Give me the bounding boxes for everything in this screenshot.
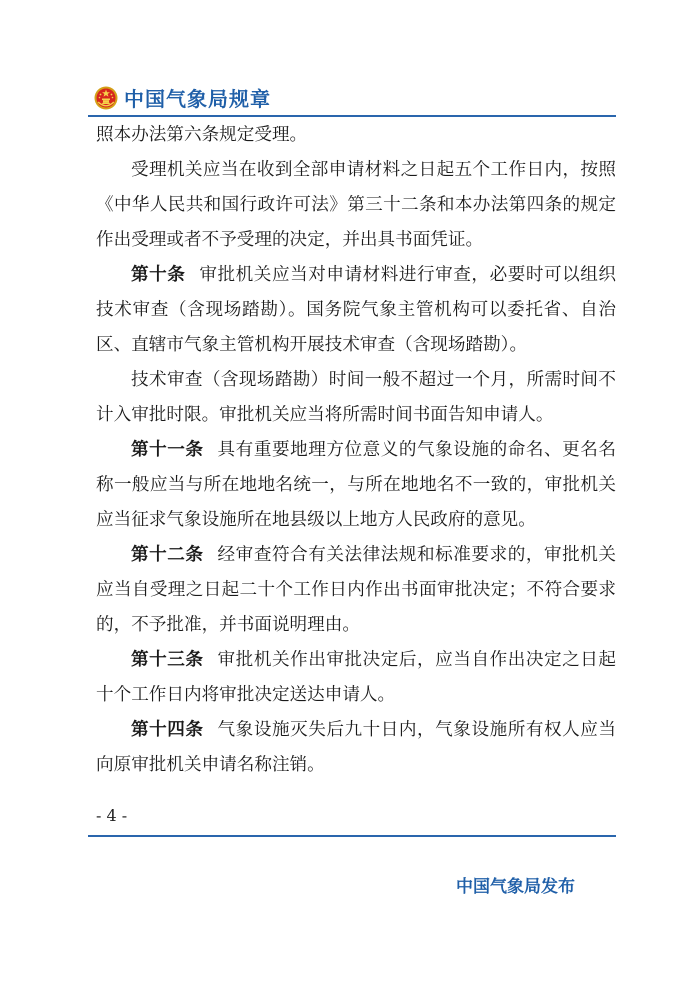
paragraph-text: 受理机关应当在收到全部申请材料之日起五个工作日内，按照《中华人民共和国行政许可法》第三十二条和本办法第四条的规定作出受理或者不予受理的决定，并出具书面凭证。 — [96, 160, 616, 250]
body-paragraph — [96, 363, 616, 433]
paragraph-text: 审批机关作出审批决定后，应当自作出决定之日起十个工作日内将审批决定送达申请人。 — [96, 650, 616, 705]
header-title: 中国气象局规章 — [124, 87, 271, 111]
page-header — [88, 84, 616, 118]
document-body — [96, 118, 616, 783]
article-paragraph — [96, 643, 616, 713]
national-emblem-icon — [94, 86, 118, 110]
footer-divider — [88, 835, 616, 837]
article-paragraph — [96, 538, 616, 643]
article-number: 第十三条 — [131, 650, 204, 670]
body-paragraph — [96, 153, 616, 258]
article-paragraph — [96, 713, 616, 783]
paragraph-text: 气象设施灭失后九十日内，气象设施所有权人应当向原审批机关申请名称注销。 — [96, 720, 616, 775]
article-number: 第十四条 — [131, 720, 204, 740]
paragraph-text: 经审查符合有关法律法规和标准要求的，审批机关应当自受理之日起二十个工作日内作出书面审批决定；不符合要求的，不予批准，并书面说明理由。 — [96, 545, 616, 635]
article-number: 第十条 — [131, 265, 186, 285]
article-paragraph — [96, 258, 616, 363]
article-number: 第十二条 — [131, 545, 204, 565]
paragraph-text: 具有重要地理方位意义的气象设施的命名、更名名称一般应当与所在地地名统一，与所在地地名不一致的，审批机关应当征求气象设施所在地县级以上地方人民政府的意见。 — [96, 440, 616, 530]
page-number: - 4 - — [96, 806, 128, 825]
paragraph-text: 审批机关应当对申请材料进行审查，必要时可以组织技术审查（含现场踏勘）。国务院气象主管机构可以委托省、自治区、直辖市气象主管机构开展技术审查（含现场踏勘）。 — [96, 265, 616, 355]
publisher-label: 中国气象局发布 — [456, 877, 575, 897]
body-paragraph — [96, 118, 616, 153]
paragraph-text: 照本办法第六条规定受理。 — [96, 125, 308, 145]
article-number: 第十一条 — [131, 440, 204, 460]
paragraph-text: 技术审查（含现场踏勘）时间一般不超过一个月，所需时间不计入审批时限。审批机关应当将所需时间书面告知申请人。 — [96, 370, 616, 425]
header-divider — [88, 115, 616, 117]
article-paragraph — [96, 433, 616, 538]
